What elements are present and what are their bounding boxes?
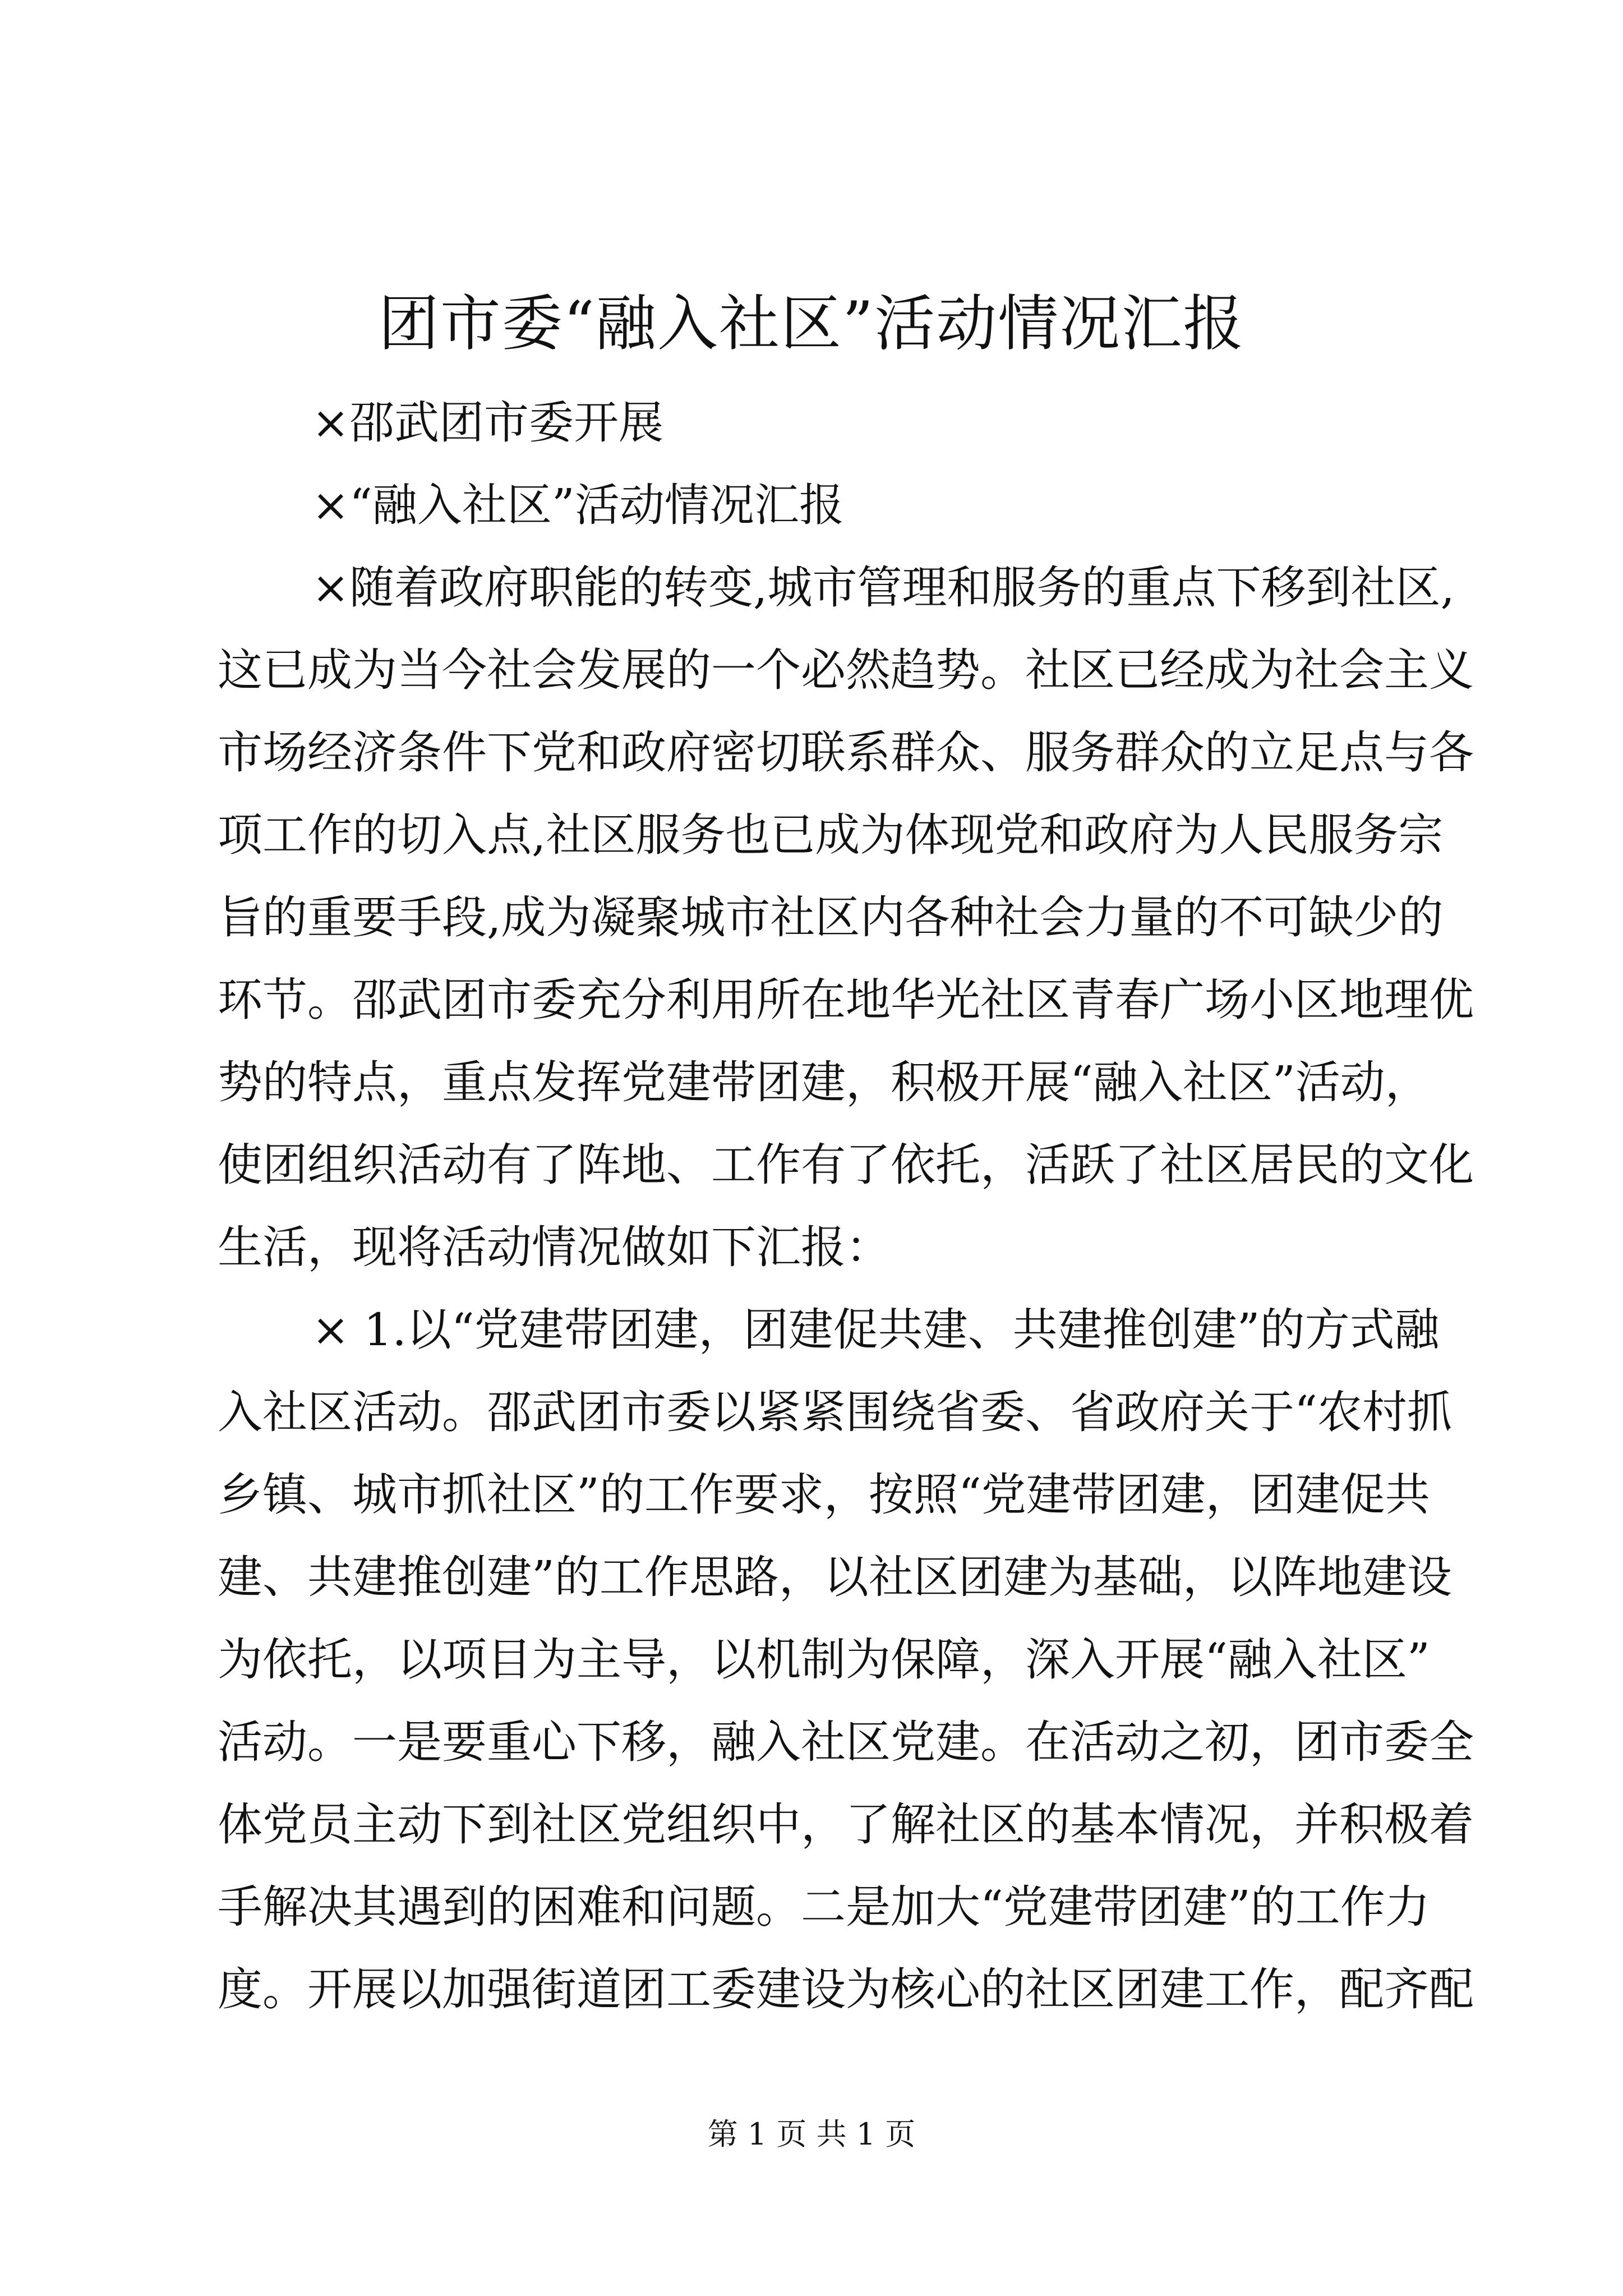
text-line: ×“融入社区”活动情况汇报 bbox=[312, 479, 844, 531]
text-line: 旨的重要手段,成为凝聚城市社区内各种社会力量的不可缺少的 bbox=[218, 891, 1444, 944]
text-line: ×随着政府职能的转变,城市管理和服务的重点下移到社区, bbox=[312, 562, 1455, 614]
document-body bbox=[218, 381, 1474, 2031]
text-line: 环节。邵武团市委充分利用所在地华光社区青春广场小区地理优 bbox=[218, 974, 1474, 1026]
text-line: 手解决其遇到的困难和问题。二是加大“党建带团建”的工作力 bbox=[218, 1881, 1430, 1933]
text-line: 入社区活动。邵武团市委以紧紧围绕省委、省政府关于“农村抓 bbox=[218, 1386, 1452, 1438]
text-line: 度。开展以加强街道团工委建设为核心的社区团建工作，配齐配 bbox=[218, 1963, 1474, 2016]
text-line: 市场经济条件下党和政府密切联系群众、服务群众的立足点与各 bbox=[218, 726, 1474, 779]
text-line: ×邵武团市委开展 bbox=[312, 397, 664, 449]
page-footer: 第 1 页 共 1 页 bbox=[707, 2116, 916, 2152]
text-line: × 1.以“党建带团建，团建促共建、共建推创建”的方式融 bbox=[312, 1304, 1440, 1356]
text-line: 乡镇、城市抓社区”的工作要求，按照“党建带团建，团建促共 bbox=[218, 1469, 1430, 1521]
document-title: 团市委“融入社区”活动情况汇报 bbox=[378, 289, 1245, 359]
text-line: 生活，现将活动情况做如下汇报： bbox=[218, 1221, 891, 1273]
text-line: 势的特点，重点发挥党建带团建，积极开展“融入社区”活动， bbox=[218, 1056, 1430, 1108]
text-line: 这已成为当今社会发展的一个必然趋势。社区已经成为社会主义 bbox=[218, 644, 1474, 696]
text-line: 建、共建推创建”的工作思路，以社区团建为基础，以阵地建设 bbox=[218, 1551, 1452, 1603]
text-line: 使团组织活动有了阵地、工作有了依托，活跃了社区居民的文化 bbox=[218, 1139, 1474, 1191]
text-line: 活动。一是要重心下移，融入社区党建。在活动之初，团市委全 bbox=[218, 1716, 1474, 1768]
text-line: 项工作的切入点,社区服务也已成为体现党和政府为人民服务宗 bbox=[218, 809, 1444, 861]
text-line: 体党员主动下到社区党组织中，了解社区的基本情况，并积极着 bbox=[218, 1798, 1474, 1851]
text-line: 为依托，以项目为主导，以机制为保障，深入开展“融入社区” bbox=[218, 1634, 1430, 1686]
